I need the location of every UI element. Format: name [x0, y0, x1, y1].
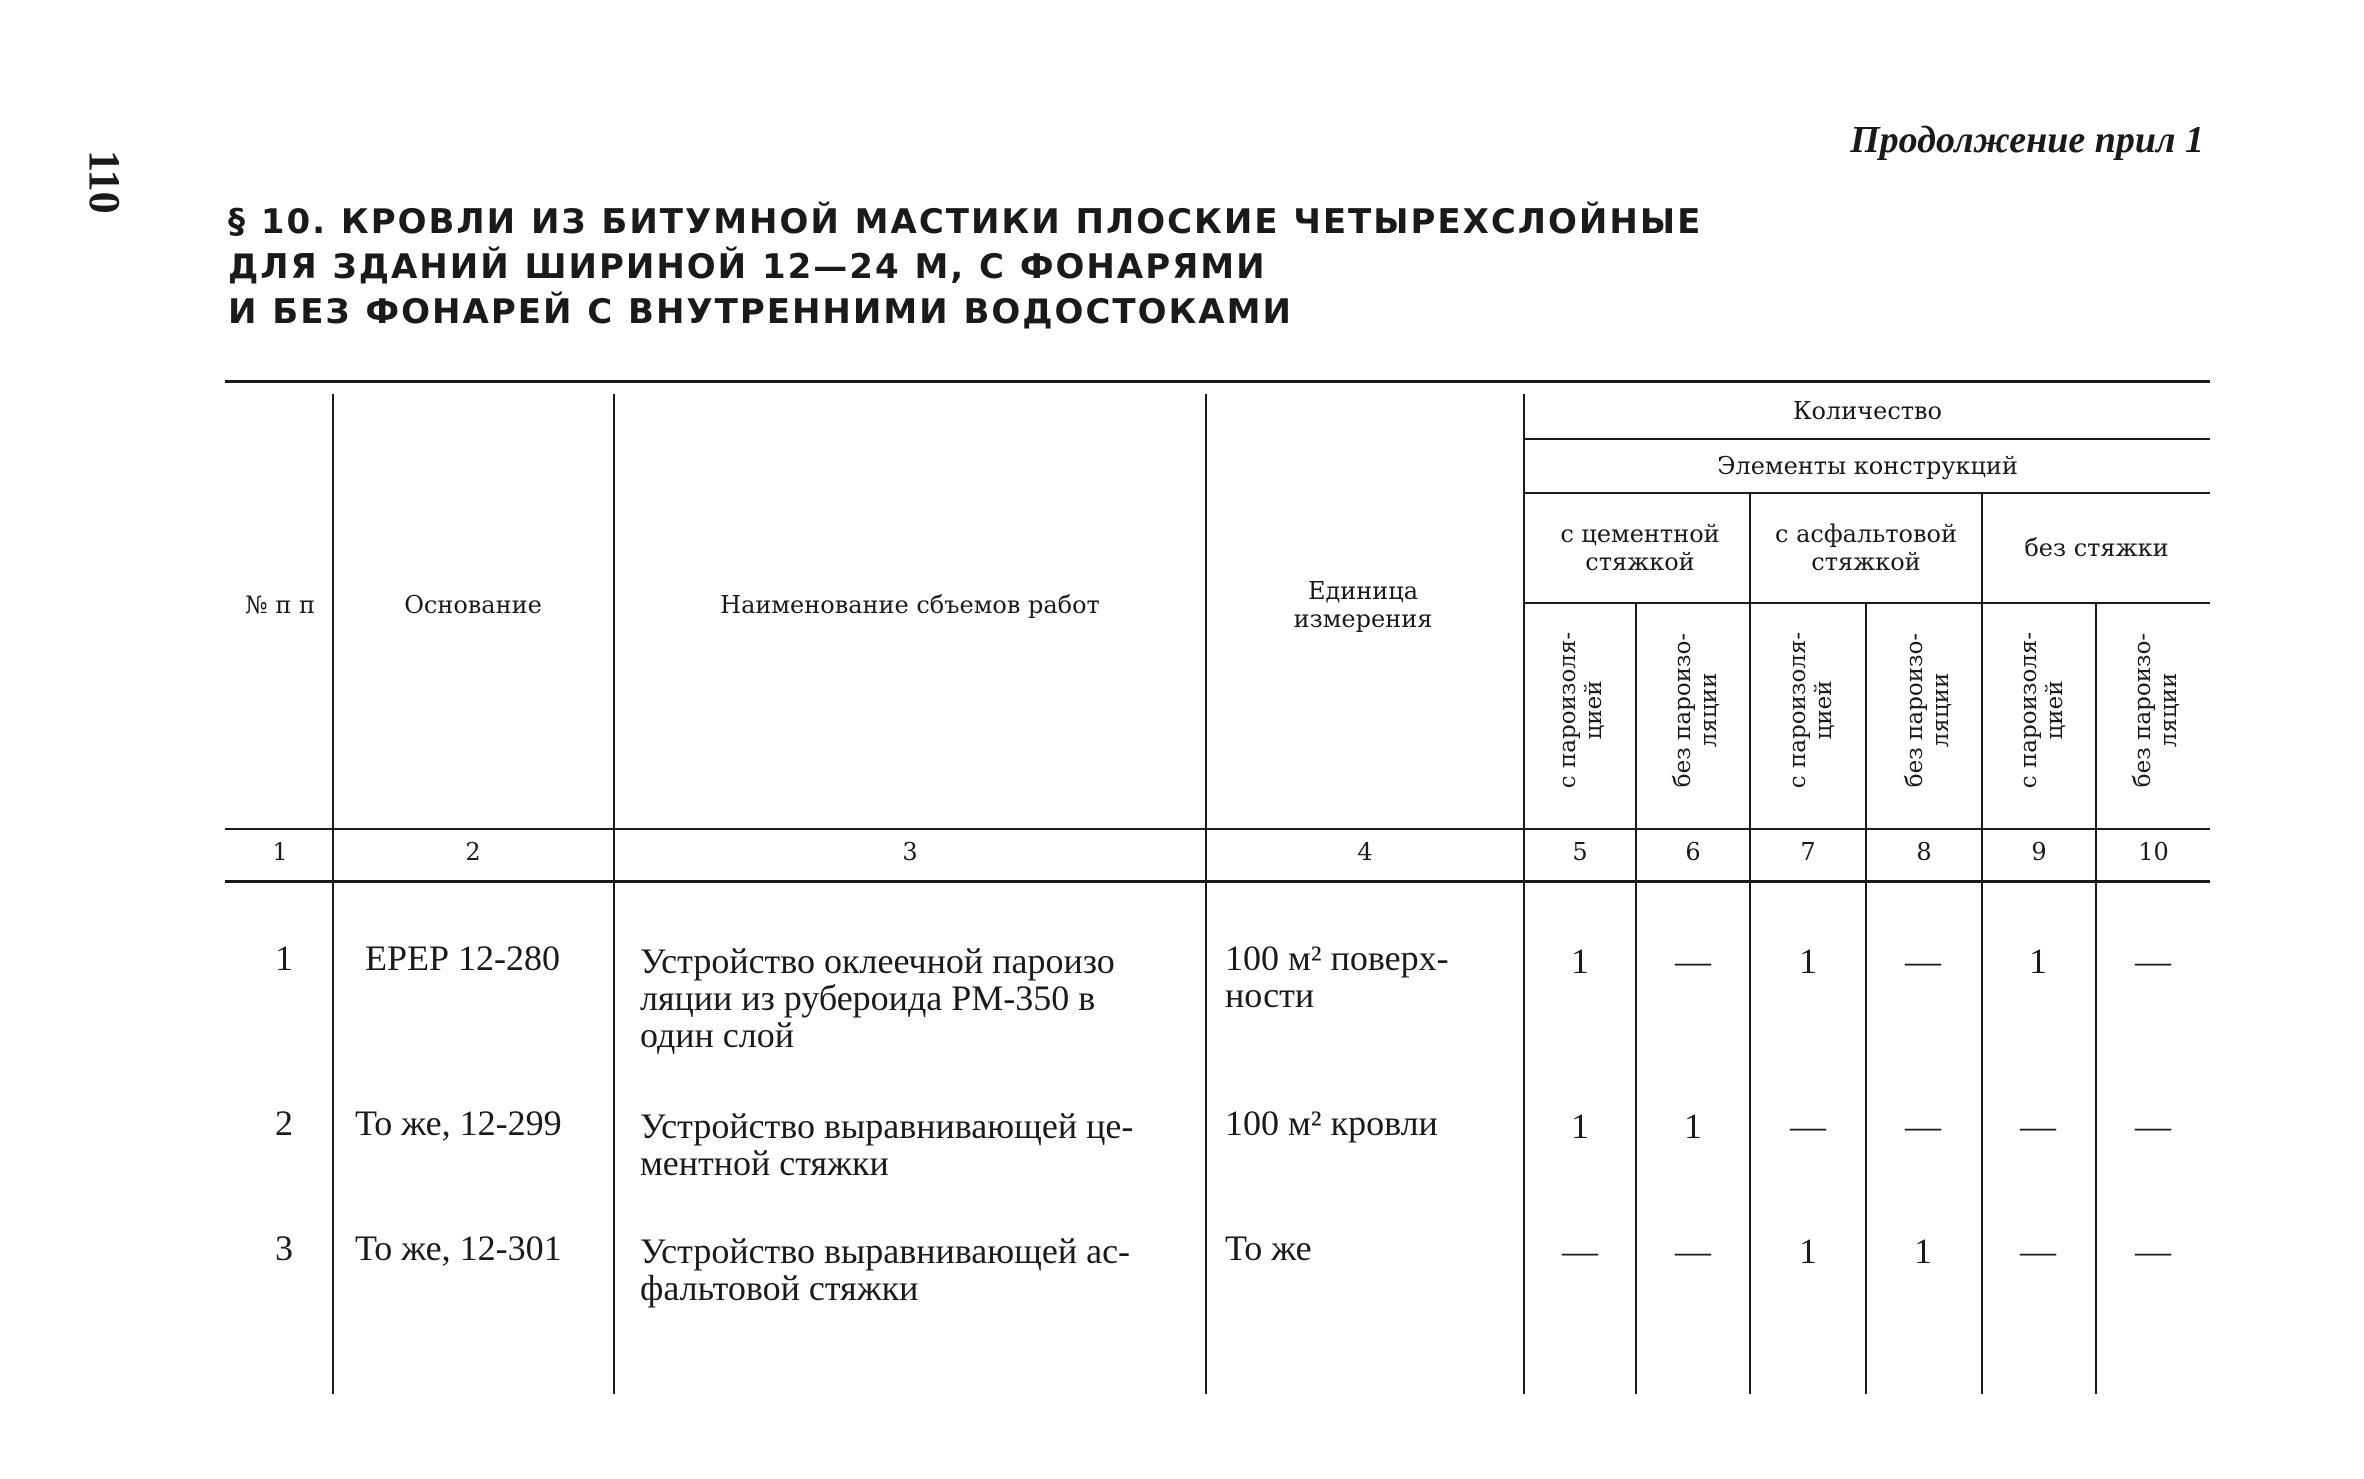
row-name-line: ляции из рубероида РМ-350 в: [640, 978, 1096, 1018]
row-name-line: Устройство выравнивающей ас-: [640, 1231, 1131, 1271]
row-value: —: [2020, 1231, 2056, 1271]
subheader: с пароизоля- цией: [1555, 631, 1607, 789]
row-value: —: [1675, 941, 1711, 981]
col-divider: [1205, 394, 1207, 1394]
column-number: 10: [2138, 838, 2169, 866]
row-value: 1: [1571, 941, 1589, 981]
row-unit-line: То же: [1225, 1228, 1312, 1268]
column-number: 4: [1357, 838, 1373, 866]
column-number: 6: [1685, 838, 1701, 866]
subheader: с пароизоля- цией: [2016, 631, 2068, 789]
row-value: 1: [1799, 1231, 1817, 1271]
row-unit-line: ности: [1225, 975, 1315, 1015]
row-name-line: ментной стяжки: [640, 1143, 889, 1183]
title-line: § 10. КРОВЛИ ИЗ БИТУМНОЙ МАСТИКИ ПЛОСКИЕ ЧЕТЫРЕХСЛОЙНЫЕ: [228, 202, 1703, 242]
works-table: [225, 380, 2210, 1360]
header-unit: Единица измерения: [1293, 577, 1433, 633]
row-basis: ЕРЕР 12-280: [365, 938, 561, 978]
continuation-note: Продолжение прил 1: [1850, 119, 2204, 161]
column-number: 1: [272, 838, 288, 866]
col-divider: [1865, 602, 1867, 1394]
row-value: 1: [1571, 1106, 1589, 1146]
row-num: 3: [275, 1228, 293, 1268]
row-num: 1: [275, 938, 293, 978]
rule-header-bottom: [225, 828, 2210, 830]
col-divider: [1749, 494, 1751, 1394]
header-elements: Элементы конструкций: [1717, 452, 2018, 480]
row-name-line: фальтовой стяжки: [640, 1268, 919, 1308]
col-divider: [613, 394, 615, 1394]
row-value: —: [1905, 941, 1941, 981]
column-number: 2: [465, 838, 481, 866]
row-value: —: [2135, 1106, 2171, 1146]
row-name-line: Устройство оклеечной пароизо: [640, 941, 1115, 981]
title-line: И БЕЗ ФОНАРЕЙ С ВНУТРЕННИМИ ВОДОСТОКАМИ: [228, 292, 1293, 332]
rule-under-groups: [1525, 602, 2210, 604]
rule-colnum-bottom: [225, 880, 2210, 883]
column-number: 7: [1800, 838, 1816, 866]
row-value: 1: [1799, 941, 1817, 981]
header-group-cement: с цементной стяжкой: [1560, 520, 1720, 576]
page-number: 110: [80, 150, 129, 214]
col-divider: [1635, 602, 1637, 1394]
row-value: —: [1790, 1106, 1826, 1146]
row-basis: То же, 12-301: [355, 1228, 562, 1268]
row-value: —: [2020, 1106, 2056, 1146]
subheader: без пароизо- ляции: [1670, 632, 1722, 788]
col-divider: [1981, 494, 1983, 1394]
header-name: Наименование сбъемов работ: [720, 591, 1100, 619]
col-divider: [1523, 394, 1525, 1394]
row-value: —: [1562, 1231, 1598, 1271]
row-basis: То же, 12-299: [355, 1103, 562, 1143]
row-value: 1: [2029, 941, 2047, 981]
column-number: 3: [902, 838, 918, 866]
row-value: —: [2135, 941, 2171, 981]
column-number: 9: [2031, 838, 2047, 866]
section-title: [228, 200, 1728, 335]
subheader: без пароизо- ляции: [1902, 632, 1954, 788]
col-divider: [332, 394, 334, 1394]
column-number: 8: [1916, 838, 1932, 866]
header-group-asphalt: с асфальтовой стяжкой: [1775, 520, 1957, 576]
row-value: 1: [1684, 1106, 1702, 1146]
row-name-line: Устройство выравнивающей це-: [640, 1106, 1134, 1146]
table-top-rule: [225, 380, 2210, 383]
column-number: 5: [1572, 838, 1588, 866]
row-unit-line: 100 м² кровли: [1225, 1103, 1438, 1143]
title-line: ДЛЯ ЗДАНИЙ ШИРИНОЙ 12—24 М, С ФОНАРЯМИ: [228, 247, 1267, 287]
row-value: —: [2135, 1231, 2171, 1271]
header-num: № п п: [245, 591, 315, 619]
row-value: —: [1675, 1231, 1711, 1271]
row-name-line: один слой: [640, 1015, 795, 1055]
subheader: без пароизо- ляции: [2130, 632, 2182, 788]
header-basis: Основание: [404, 591, 542, 619]
row-unit-line: 100 м² поверх-: [1225, 938, 1449, 978]
row-value: —: [1905, 1106, 1941, 1146]
col-divider: [2095, 602, 2097, 1394]
row-value: 1: [1914, 1231, 1932, 1271]
row-num: 2: [275, 1103, 293, 1143]
header-quantity: Количество: [1792, 397, 1942, 425]
subheader: с пароизоля- цией: [1785, 631, 1837, 789]
header-group-none: без стяжки: [2024, 534, 2169, 562]
